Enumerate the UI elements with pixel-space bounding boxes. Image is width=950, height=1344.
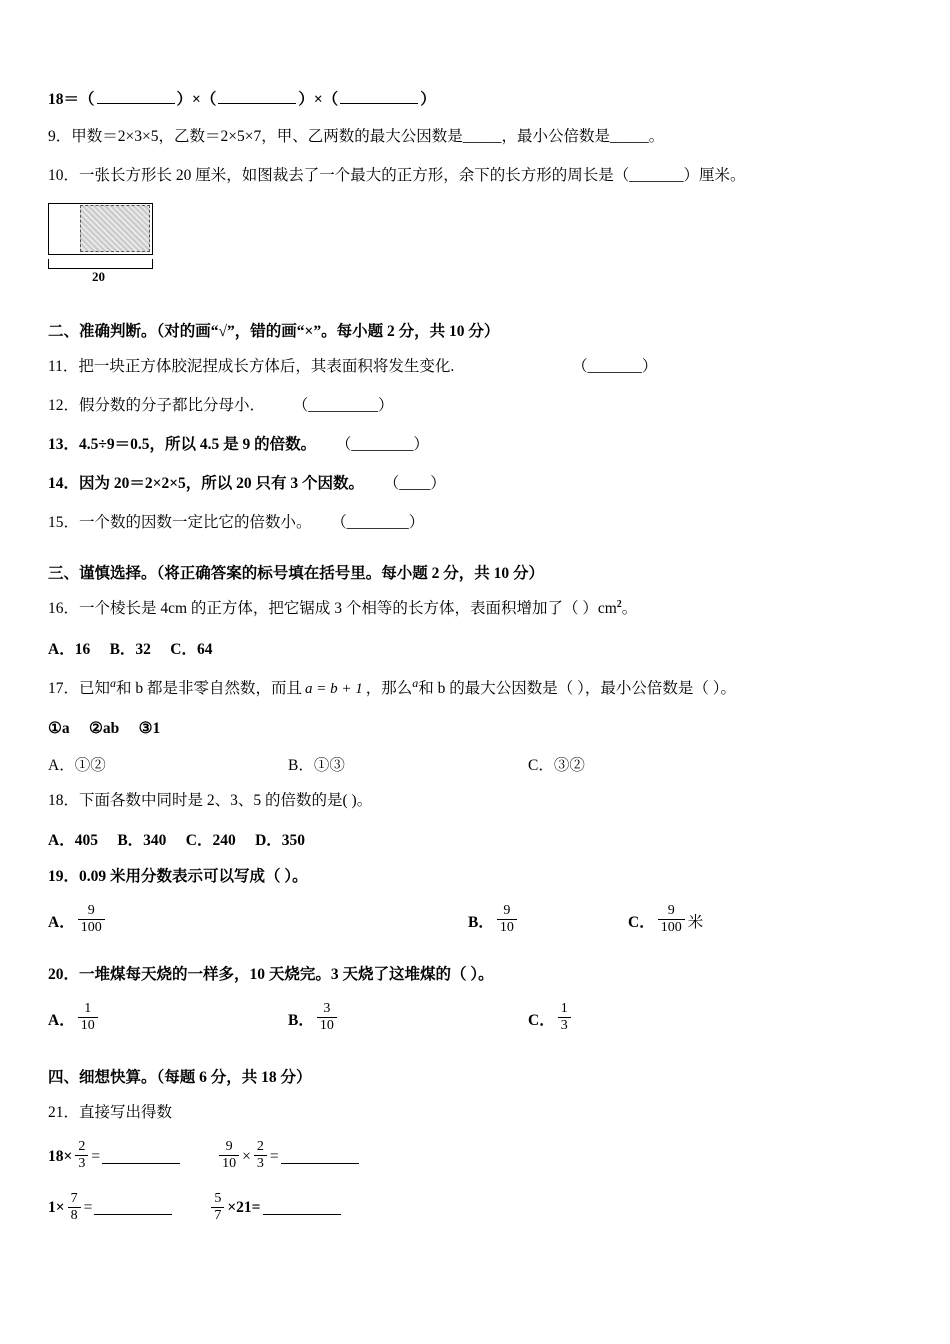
- question-17-option-row: [48, 753, 904, 775]
- fraction-3-10: [317, 1001, 337, 1034]
- question-19-option-c: [628, 904, 703, 937]
- question-13-text: 13．4.5÷9＝0.5，所以 4.5 是 9 的倍数。: [48, 436, 317, 454]
- calc-1a-answer-blank: [102, 1150, 180, 1164]
- calc-1b-answer-blank: [281, 1150, 359, 1164]
- question-13: [48, 433, 904, 457]
- question-12-answer-blank: （_________）: [292, 397, 394, 415]
- question-15: [48, 511, 904, 535]
- fraction-numerator: 7: [70, 1190, 78, 1206]
- fraction-denominator: 3: [254, 1155, 267, 1172]
- question-11: [48, 355, 904, 379]
- fraction-denominator: 10: [78, 1017, 98, 1034]
- question-17-items: ①a ②ab ③1: [48, 719, 161, 737]
- fraction-numerator: 9: [87, 902, 95, 918]
- question-18-options: A．405 B．340 C．240 D．350: [48, 831, 306, 849]
- question-21: 21．直接写出得数: [48, 1104, 173, 1122]
- question-9: 9．甲数＝2×3×5，乙数＝2×5×7，甲、乙两数的最大公因数是_____，最小公倍数是_____。: [48, 128, 665, 146]
- question-20-option-row: [48, 1002, 904, 1035]
- top-equation-mid2: ）×（: [298, 91, 339, 108]
- fraction-9-10-calc: [219, 1139, 239, 1172]
- fraction-denominator: 10: [317, 1017, 337, 1034]
- page-content: [48, 88, 904, 1243]
- fraction-7-8: [68, 1191, 81, 1224]
- question-19-option-c-unit: 米: [687, 913, 704, 931]
- question-13-answer-blank: （________）: [335, 436, 429, 454]
- blank-1: [97, 90, 175, 104]
- calc-1b-equals: =: [269, 1147, 279, 1165]
- question-20-option-a-label: A．: [48, 1011, 75, 1029]
- fraction-5-7: [211, 1191, 224, 1224]
- fraction-denominator: 3: [558, 1017, 571, 1034]
- question-16-superscript: 2: [616, 599, 622, 611]
- question-12-text: 12．假分数的分子都比分母小．: [48, 397, 266, 415]
- top-equation-line: [48, 88, 904, 111]
- fraction-denominator: 10: [497, 919, 517, 936]
- fraction-9-10: [497, 903, 517, 936]
- question-15-text: 15．一个数的因数一定比它的倍数小。: [48, 514, 312, 532]
- question-17-var-a-1: a: [110, 675, 117, 690]
- question-20-option-b: [288, 1002, 528, 1035]
- fraction-1-10: [78, 1001, 98, 1034]
- question-16-end: 。: [621, 600, 638, 618]
- question-17-text-4: 和 b 的最大公因数是（ ），最小公倍数是（ ）。: [418, 679, 737, 697]
- fraction-1-3: [558, 1001, 571, 1034]
- calc-1a-prefix: 18×: [48, 1147, 73, 1165]
- section-4-heading: 四、细想快算。（每题 6 分，共 18 分）: [48, 1069, 312, 1087]
- calc-row-1: [48, 1140, 904, 1173]
- fraction-denominator: 8: [68, 1207, 81, 1224]
- question-19-option-row: [48, 904, 904, 937]
- question-14-text: 14．因为 20＝2×2×5，所以 20 只有 3 个因数。: [48, 475, 365, 493]
- question-10: 10．一张长方形长 20 厘米，如图裁去了一个最大的正方形，余下的长方形的周长是（_______）厘米。: [48, 167, 746, 185]
- question-17-text-1: 17．已知: [48, 679, 111, 697]
- fraction-denominator: 10: [219, 1155, 239, 1172]
- question-20-option-c-label: C．: [528, 1011, 555, 1029]
- fraction-denominator: 3: [75, 1155, 88, 1172]
- question-19-option-c-label: C．: [628, 913, 655, 931]
- calc-1b-operator: ×: [242, 1147, 251, 1165]
- question-11-text: 11．把一块正方体胶泥捏成长方体后，其表面积将发生变化.: [48, 358, 455, 376]
- fraction-numerator: 5: [214, 1190, 222, 1206]
- question-17-formula: a = b + 1: [305, 680, 363, 697]
- question-11-answer-blank: （_______）: [572, 358, 658, 376]
- question-12: [48, 394, 904, 418]
- fraction-numerator: 1: [560, 1001, 568, 1017]
- calc-2a-equals: =: [83, 1199, 93, 1217]
- fraction-numerator: 1: [84, 1001, 92, 1017]
- fraction-numerator: 2: [256, 1139, 264, 1155]
- question-16: [48, 597, 904, 621]
- blank-3: [340, 90, 418, 104]
- question-17-option-b: B．①③: [288, 756, 345, 774]
- calc-2b-operator: ×21=: [227, 1199, 261, 1217]
- question-17-text-3: ，那么: [365, 679, 413, 697]
- top-equation-mid1: ）×（: [176, 91, 217, 108]
- question-17-var-a-2: a: [412, 675, 419, 690]
- question-18: [48, 789, 904, 813]
- blank-2: [218, 90, 296, 104]
- top-equation-suffix: ）: [420, 91, 436, 108]
- question-18-text: 18．下面各数中同时是 2、3、5 的倍数的是( )。: [48, 791, 373, 809]
- question-20-option-b-label: B．: [288, 1011, 314, 1029]
- question-19-option-a-label: A．: [48, 913, 75, 931]
- calc-1a-equals: =: [91, 1147, 101, 1165]
- question-14: [48, 472, 904, 496]
- section-3-heading: 三、谨慎选择。（将正确答案的标号填在括号里。每小题 2 分，共 10 分）: [48, 565, 545, 583]
- calc-2b-answer-blank: [263, 1201, 341, 1215]
- fraction-denominator: 7: [211, 1207, 224, 1224]
- calc-2a-answer-blank: [94, 1201, 172, 1215]
- fraction-numerator: 9: [667, 902, 675, 918]
- question-15-answer-blank: （________）: [331, 514, 425, 532]
- fraction-2-3-b: [254, 1139, 267, 1172]
- question-19: 19．0.09 米用分数表示可以写成（ ）。: [48, 867, 308, 885]
- fraction-9-100-a: [78, 903, 105, 936]
- length-brace: [48, 259, 153, 269]
- rectangle-figure: [48, 203, 228, 293]
- question-19-option-b: [468, 904, 628, 937]
- question-17-option-c: C．③②: [528, 756, 585, 774]
- question-19-option-a: [48, 904, 468, 937]
- question-20-option-c: [528, 1002, 574, 1035]
- top-equation-prefix: 18＝（: [48, 91, 95, 108]
- fraction-denominator: 100: [78, 919, 105, 936]
- fraction-9-100-c: [658, 903, 685, 936]
- fraction-2-3-a: [75, 1139, 88, 1172]
- question-17: [48, 674, 904, 701]
- question-16-text: 16．一个棱长是 4cm 的正方体，把它锯成 3 个相等的长方体，表面积增加了（ ）cm: [48, 600, 617, 618]
- fraction-numerator: 9: [503, 902, 511, 918]
- fraction-numerator: 9: [225, 1139, 233, 1155]
- length-label: 20: [92, 269, 105, 285]
- square-cut-region: [80, 205, 150, 252]
- fraction-denominator: 100: [658, 919, 685, 936]
- question-17-text-2: 和 b 都是非零自然数，而且: [116, 679, 303, 697]
- calc-row-2: [48, 1192, 904, 1225]
- question-20-option-a: [48, 1002, 288, 1035]
- section-2-heading: 二、准确判断。（对的画“√”，错的画“×”。每小题 2 分，共 10 分）: [48, 323, 500, 341]
- question-19-option-b-label: B．: [468, 913, 494, 931]
- question-14-answer-blank: （____）: [383, 475, 446, 493]
- fraction-numerator: 3: [323, 1001, 331, 1017]
- calc-2a-prefix: 1×: [48, 1199, 65, 1217]
- question-16-options: A．16 B．32 C．64: [48, 640, 213, 658]
- question-20: 20．一堆煤每天烧的一样多，10 天烧完。3 天烧了这堆煤的（ ）。: [48, 966, 494, 984]
- question-17-option-a: A．①②: [48, 756, 106, 774]
- fraction-numerator: 2: [78, 1139, 86, 1155]
